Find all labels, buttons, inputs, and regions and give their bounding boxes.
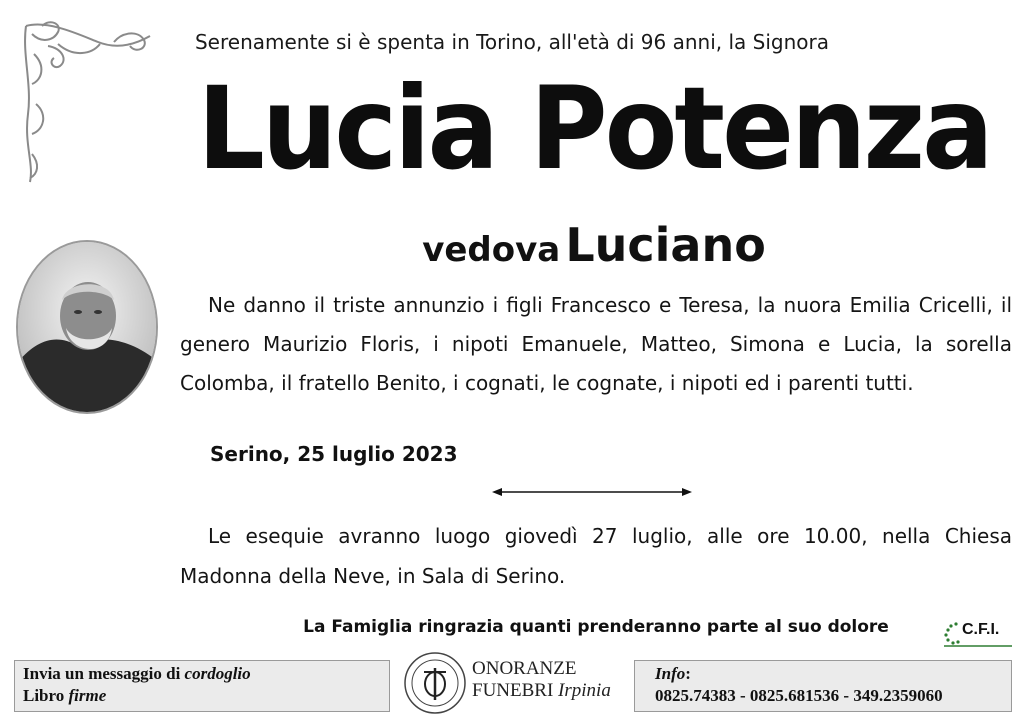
phone-numbers[interactable]: 0825.74383 - 0825.681536 - 349.2359060 bbox=[655, 686, 943, 705]
condolence-box[interactable] bbox=[14, 660, 390, 712]
cfi-logo-icon bbox=[942, 620, 1014, 648]
book-prefix: Libro bbox=[23, 686, 65, 705]
place-date: Serino, 25 luglio 2023 bbox=[210, 442, 458, 466]
deceased-name: Lucia Potenza bbox=[197, 62, 991, 195]
widow-name: Luciano bbox=[565, 218, 766, 272]
cfi-label: C.F.I. bbox=[962, 621, 1000, 638]
family-thanks: La Famiglia ringrazia quanti prenderanno parte al suo dolore bbox=[303, 617, 889, 637]
agency-line1: ONORANZE bbox=[472, 658, 577, 679]
agency-logo-icon bbox=[402, 650, 468, 716]
message-emph: cordoglio bbox=[184, 664, 251, 683]
double-arrow-icon bbox=[490, 482, 694, 502]
info-label: Info bbox=[655, 664, 686, 683]
agency-emph: Irpinia bbox=[558, 680, 611, 701]
agency-name bbox=[472, 658, 611, 702]
info-box bbox=[634, 660, 1012, 712]
announcement-body: Ne danno il triste annunzio i figli Francesco e Teresa, la nuora Emilia Cricelli, il genero Maurizio Floris, i nipoti Emanuele, Matteo, Simona e Lucia, la sorella Colomba, il fratello Benito, i cognati, le cognate, i nipoti ed i parenti tutti. bbox=[180, 293, 1012, 395]
portrait-image bbox=[18, 242, 156, 412]
funeral-info bbox=[180, 516, 1012, 596]
announcement-text bbox=[180, 286, 1012, 403]
widow-prefix: vedova bbox=[422, 230, 561, 270]
guestbook-link[interactable] bbox=[23, 685, 381, 707]
condolence-link[interactable] bbox=[23, 663, 381, 685]
intro-text: Serenamente si è spenta in Torino, all'età di 96 anni, la Signora bbox=[194, 30, 829, 54]
saint-portrait bbox=[16, 240, 158, 414]
info-phones[interactable] bbox=[655, 685, 991, 707]
book-emph: firme bbox=[68, 686, 107, 705]
agency-line2 bbox=[472, 680, 611, 702]
funeral-body: Le esequie avranno luogo giovedì 27 luglio, alle ore 10.00, nella Chiesa Madonna della Neve, in Sala di Serino. bbox=[180, 524, 1012, 588]
message-prefix: Invia un messaggio di bbox=[23, 664, 181, 683]
info-label-row: Info: bbox=[655, 664, 691, 683]
agency-line2-text: FUNEBRI bbox=[472, 680, 554, 701]
widow-line bbox=[0, 218, 1024, 272]
